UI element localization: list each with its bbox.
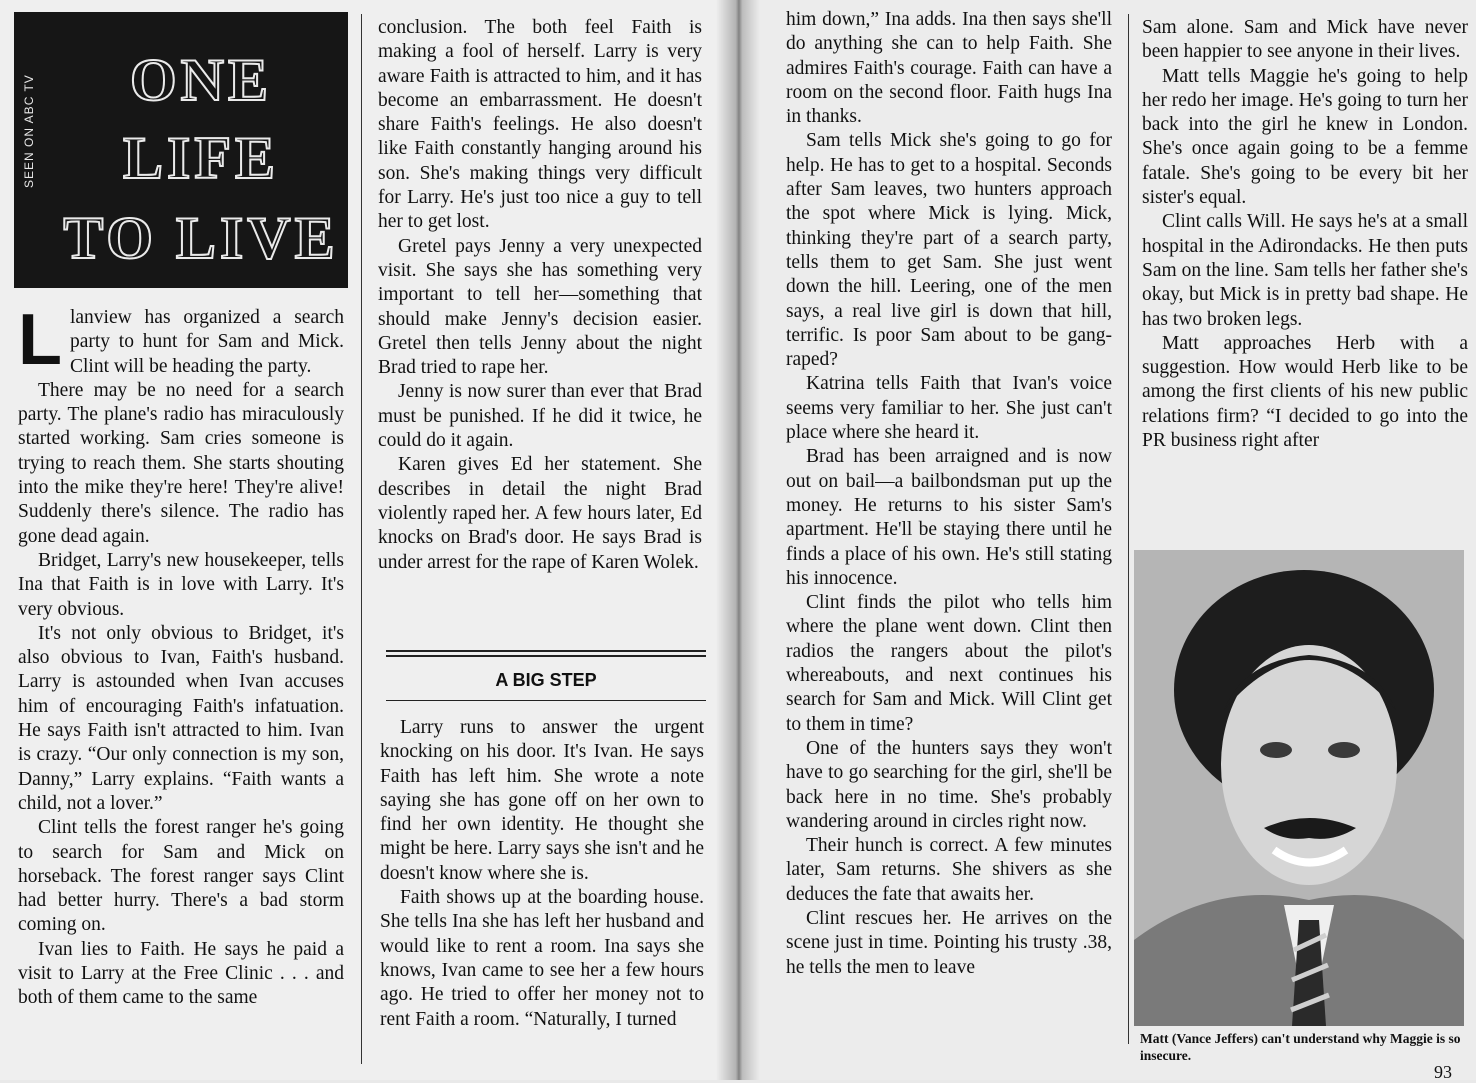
paragraph: Gretel pays Jenny a very unexpected visit. She says she has something very important to tell her—something that should make Jenny's decision easier. Gretel then tells Jenny about the night Brad tried to rape her. <box>378 235 702 379</box>
drop-cap: L <box>18 300 62 380</box>
paragraph: Matt tells Maggie he's going to help her redo her image. He's going to turn her back into the girl he knew in London. She's once again going to be a femme fatale. She's going to be every bit her sister's equal. <box>1142 65 1468 209</box>
section-heading: A BIG STEP <box>495 670 597 690</box>
paragraph: Sam tells Mick she's going to go for help. He has to get to a hospital. Seconds after Sam leaves, two hunters approach the spot where Mick is lying. Mick, thinking they're part of a search party, tells them to get Sam. She just went down the hill. Leering, one of the men says, a real live girl is down that hill, terrific. Is poor Sam about to be gang-raped? <box>786 130 1112 371</box>
title-line-3: TO LIVE <box>63 205 339 271</box>
paragraph: It's not only obvious to Bridget, it's also obvious to Ivan, Faith's husband. Larry is astounded when Ivan accuses him of encouraging Faith's infatuation. He says Faith isn't attracted to him. Ivan is crazy. “Our only connection is my son, Danny,” Larry explains. “Faith wants a child, not a lover.” <box>18 622 344 814</box>
paragraph: conclusion. The both feel Faith is making a fool of herself. Larry is very aware Faith is attracted to him, and it has become an embarrassment. He doesn't share Faith's feelings. He also doesn't like Faith constantly hanging around his son. She's making things very difficult for Larry. He's just too nice a guy to tell her to get lost. <box>378 17 702 233</box>
paragraph: Katrina tells Faith that Ivan's voice seems very familiar to her. She just can't place where she heard it. <box>786 373 1112 444</box>
photo-caption: Matt (Vance Jeffers) can't understand why Maggie is so insecure. <box>1140 1031 1461 1063</box>
column-3 <box>786 8 1112 980</box>
paragraph: Bridget, Larry's new housekeeper, tells Ina that Faith is in love with Larry. It's very obvious. <box>18 549 344 620</box>
column-4 <box>1142 16 1468 453</box>
paragraph: Larry runs to answer the urgent knocking on his door. It's Ivan. He says Faith has left him. She wrote a note saying she has gone off on her own to find her own identity. He thought she might be here. Larry says she isn't and he doesn't know where she is. <box>380 717 704 884</box>
paragraph: Their hunch is correct. A few minutes later, Sam returns. She shivers as she deduces the fate that awaits her. <box>786 835 1112 905</box>
heading-rules <box>386 650 706 660</box>
column-divider <box>361 14 362 1064</box>
portrait-photo <box>1134 550 1464 1026</box>
seen-on-label: SEEN ON ABC TV <box>22 74 36 188</box>
paragraph: Matt approaches Herb with a suggestion. How would Herb like to be among the first clients of his new public relations firm? “I decided to go into the PR business right after <box>1142 332 1468 452</box>
paragraph: Sam alone. Sam and Mick have never been happier to see anyone in their lives. <box>1142 17 1468 63</box>
paragraph: Brad has been arraigned and is now out on bail—a bailbondsman put up the money. He returns to his sister Sam's apartment. He'll be staying there until he finds a place of his own. He's still stating his innocence. <box>786 446 1112 589</box>
column-divider <box>1128 14 1129 1044</box>
heading-rule-bottom <box>386 700 706 704</box>
paragraph: One of the hunters says they won't have to go searching for the girl, she'll be back here in no time. She's probably wandering around in circles right now. <box>786 737 1112 832</box>
paragraph: Clint calls Will. He says he's at a small hospital in the Adirondacks. He then puts Sam on the line. Sam tells her father she's okay, but Mick is in pretty bad shape. He has two broken legs. <box>1142 211 1468 330</box>
paragraph: There may be no need for a search party. The plane's radio has miraculously started working. Sam cries someone is trying to reach them. She starts shouting into the mike they're here! They're alive! Suddenly there's silence. The radio has gone dead again. <box>18 379 344 547</box>
column-2-continued <box>380 716 704 1032</box>
paragraph <box>18 300 344 380</box>
paragraph: Clint tells the forest ranger he's going to search for Sam and Mick on horseback. The forest ranger says Clint had better hurry. There's a bad storm coming on. <box>18 817 344 936</box>
column-2 <box>378 16 702 575</box>
title-box <box>14 12 348 288</box>
paragraph: Clint rescues her. He arrives on the scene just in time. Pointing his trusty .38, he tells the men to leave <box>786 907 1112 978</box>
paragraph-text: lanview has organized a search party to hunt for Sam and Mick. Clint will be heading the party. <box>69 307 344 377</box>
title-line-2: LIFE <box>122 125 280 191</box>
paragraph: Faith shows up at the boarding house. She tells Ina she has left her husband and would like to rent a room. Ina says she knows, Ivan came to see her a few hours ago. He tried to offer her money not to rent Faith a room. “Naturally, I turned <box>380 887 704 1030</box>
paragraph: Jenny is now surer than ever that Brad must be punished. If he did it twice, he could do it again. <box>378 381 702 452</box>
paragraph: Ivan lies to Faith. He says he paid a visit to Larry at the Free Clinic . . . and both of them came to the same <box>18 938 344 1009</box>
title-line-1: ONE <box>129 47 273 113</box>
paragraph: Clint finds the pilot who tells him where the plane went down. Clint then radios the rangers about the pilot's whereabouts, and next continues his search for Sam and Mick. Will Clint get to them in time? <box>786 592 1112 735</box>
book-gutter <box>716 0 760 1080</box>
page-number: 93 <box>1434 1062 1452 1082</box>
column-1 <box>18 300 344 1011</box>
paragraph: Karen gives Ed her statement. She describes in detail the night Brad violently raped her. A few hours later, Ed knocks on Brad's door. He says Brad is under arrest for the rape of Karen Wolek. <box>378 454 702 573</box>
paragraph: him down,” Ina adds. Ina then says she'll do anything she can to help Faith. She admires Faith's courage. Faith can have a room on the second floor. Faith hugs Ina in thanks. <box>786 9 1112 128</box>
